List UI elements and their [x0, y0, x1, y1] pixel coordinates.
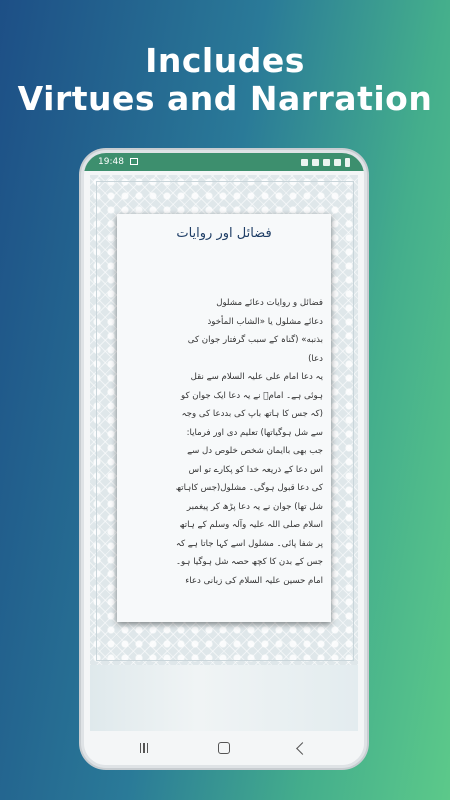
- alarm-icon: [301, 159, 308, 166]
- wifi-icon: [323, 159, 330, 166]
- card-title: فضائل اور روایات: [176, 226, 272, 241]
- battery-icon: [345, 158, 350, 167]
- back-button[interactable]: [288, 738, 316, 758]
- bottom-background: [90, 665, 358, 731]
- image-icon: [130, 158, 138, 165]
- phone-frame: [84, 153, 364, 765]
- signal-icon: [334, 159, 341, 166]
- headline: [0, 42, 450, 118]
- card-body-text[interactable]: فضائل و روایات دعائے مشلول دعائے مشلول یا «الشاب المأخوذ بذنبه» (گناہ کے سبب گرفتار جوان کی دعا) یہ دعا امام علی علیہ السلام سے نقل ہوئی ہے۔ امامؑ نے یہ دعا ایک جوان کو (کہ جس کا ہاتھ باپ کی بددعا کی وجہ سے شل ہوگیاتھا) تعلیم دی اور فرمایا: جب بھی باایمان شخص خلوص دل سے اس دعا کے ذریعہ خدا کو پکارے تو اس کی دعا قبول ہوگی۔ مشلول(جس کاہاتھ شل تھا) جوان نے یہ دعا پڑھ کر پیغمبر اسلام صلی اللہ علیہ وآلہ وسلم کے ہاتھ پر شفا پائی۔ مشلول اسے کہا جاتا ہے کہ جس کے بدن کا کچھ حصہ شل ہوگیا ہو۔ امام حسین علیہ السلام کی زبانی دعاء: [175, 298, 323, 586]
- navigation-bar: [84, 731, 364, 765]
- status-icons: [301, 153, 350, 171]
- app-screen: [90, 175, 358, 731]
- recents-button[interactable]: [130, 738, 158, 758]
- back-icon: [296, 742, 309, 755]
- recents-icon: [140, 743, 149, 753]
- headline-line2: Virtues and Narration: [17, 79, 433, 118]
- status-bar: [84, 153, 364, 171]
- status-time: 19:48: [98, 157, 124, 167]
- mute-icon: [312, 159, 319, 166]
- headline-line1: Includes: [145, 41, 305, 80]
- content-card[interactable]: [117, 214, 331, 622]
- home-button[interactable]: [210, 738, 238, 758]
- home-icon: [218, 742, 230, 754]
